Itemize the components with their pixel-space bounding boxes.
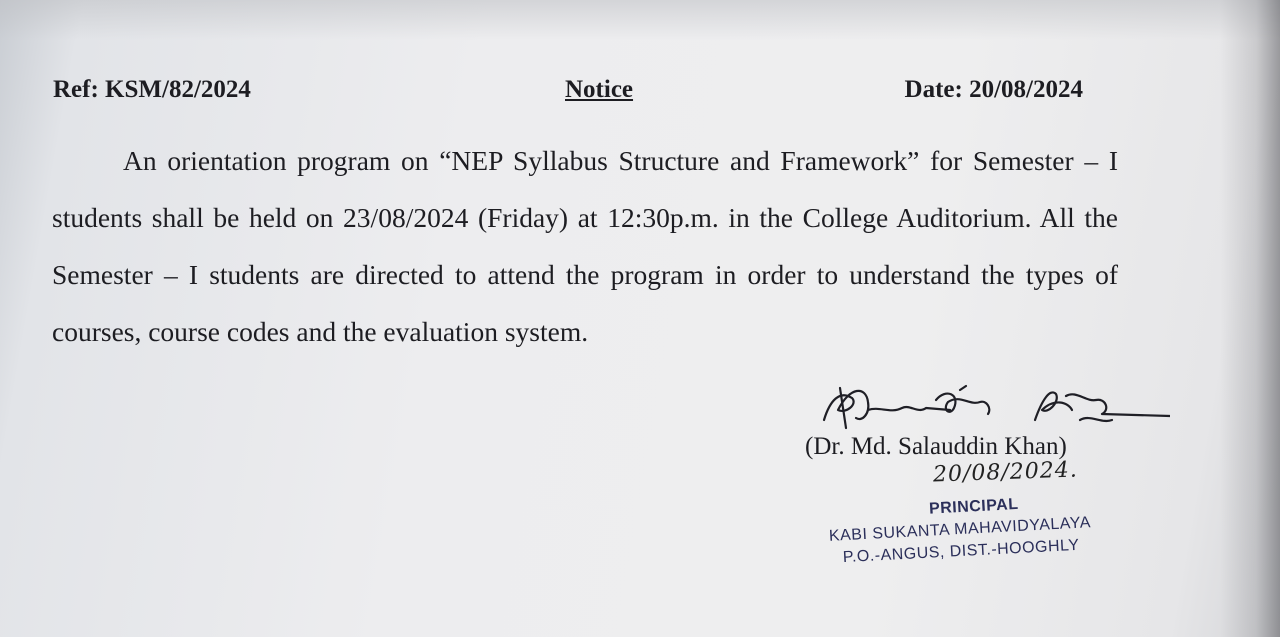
handwritten-signature — [810, 380, 1170, 440]
stamp-title: PRINCIPAL — [928, 495, 1019, 518]
notice-title: Notice — [565, 76, 634, 103]
signature-block — [800, 380, 1140, 580]
stamp-address: P.O.-ANGUS, DIST.-HOOGHLY — [842, 536, 1080, 567]
stamp-college-name: KABI SUKANTA MAHAVIDYALAYA — [828, 514, 1092, 545]
paper-shadow-top — [0, 0, 1280, 40]
principal-stamp — [798, 489, 1121, 572]
notice-body: An orientation program on “NEP Syllabus Structure and Framework” for Semester – I students shall be held on 23/08/2024 (Friday) at 12:30p.m. in the College Auditorium. All the Semester – I students are directed to attend the program in order to understand the types of courses, course codes and the evaluation system. — [52, 145, 1118, 347]
notice-header — [53, 76, 1083, 110]
handwritten-date: 20/08/2024. — [932, 457, 1079, 488]
paper-shadow-right — [1220, 0, 1280, 637]
signatory-name: (Dr. Md. Salauddin Khan) — [805, 433, 1067, 460]
reference-number: Ref: KSM/82/2024 — [53, 76, 251, 103]
notice-date: Date: 20/08/2024 — [904, 76, 1083, 103]
